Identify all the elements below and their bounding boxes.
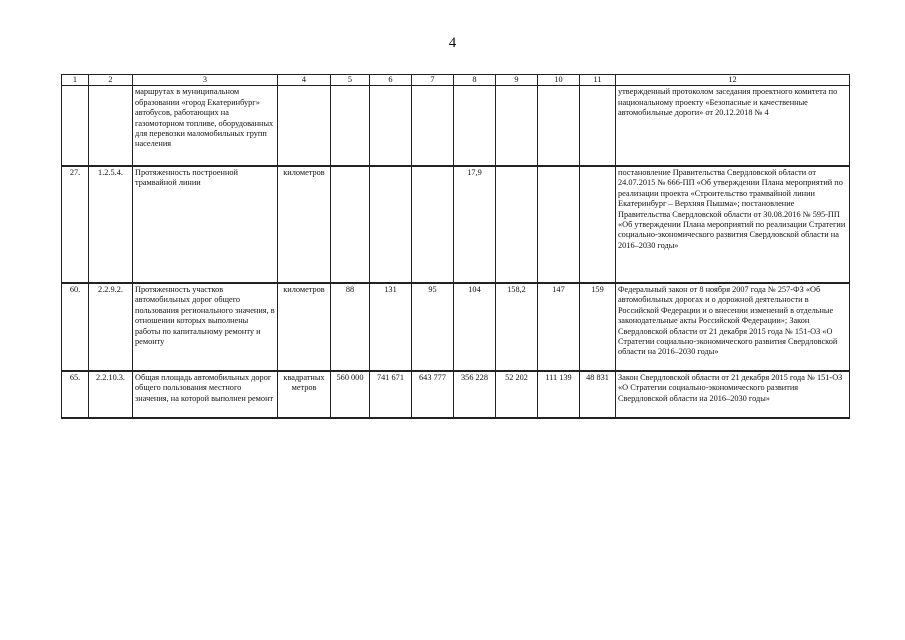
- row-number-cell: 27.: [62, 166, 89, 283]
- row-number-cell: 65.: [62, 371, 89, 418]
- table-body: [62, 86, 850, 418]
- column-number-5: 5: [331, 75, 370, 86]
- value-cell-col-10: [538, 166, 580, 283]
- unit-cell: километров: [278, 283, 331, 371]
- value-cell-col-9: 52 202: [496, 371, 538, 418]
- source-document-cell: постановление Правительства Свердловской области от 24.07.2015 № 666-ПП «Об утверждении Плана мероприятий по реализации проекта «Строительство трамвайной линии Екатеринбург – Верхняя Пышма»; постановление Правительства Свердловской области от 30.08.2016 № 595-ПП «Об утверждении Плана мероприятий по реализации Стратегии социально-экономического развития Свердловской области на 2016–2030 годы»: [616, 166, 850, 283]
- value-cell-col-8: 104: [454, 283, 496, 371]
- row-code-cell: 1.2.5.4.: [89, 166, 133, 283]
- value-cell-col-11: [580, 166, 616, 283]
- value-cell-col-11: 48 831: [580, 371, 616, 418]
- value-cell-col-10: [538, 86, 580, 166]
- value-cell-col-6: [370, 166, 412, 283]
- value-cell-col-5: [331, 166, 370, 283]
- column-number-10: 10: [538, 75, 580, 86]
- unit-cell: квадратных метров: [278, 371, 331, 418]
- value-cell-col-6: 131: [370, 283, 412, 371]
- value-cell-col-7: [412, 166, 454, 283]
- indicators-table: [61, 74, 850, 419]
- column-number-4: 4: [278, 75, 331, 86]
- row-number-cell: 60.: [62, 283, 89, 371]
- source-document-cell: Закон Свердловской области от 21 декабря 2015 года № 151-ОЗ «О Стратегии социально-экономического развития Свердловской области на 2016–2030 годы»: [616, 371, 850, 418]
- value-cell-col-9: [496, 86, 538, 166]
- page-number: 4: [448, 35, 457, 51]
- value-cell-col-7: 643 777: [412, 371, 454, 418]
- value-cell-col-8: 356 228: [454, 371, 496, 418]
- value-cell-col-11: [580, 86, 616, 166]
- value-cell-col-5: 560 000: [331, 371, 370, 418]
- value-cell-col-5: [331, 86, 370, 166]
- value-cell-col-8: [454, 86, 496, 166]
- value-cell-col-6: [370, 86, 412, 166]
- indicator-name-cell: Протяженность участков автомобильных дорог общего пользования регионального значения, в отношении которых выполнены работы по капитальному ремонту и ремонту: [133, 283, 278, 371]
- row-code-cell: 2.2.10.3.: [89, 371, 133, 418]
- value-cell-col-7: [412, 86, 454, 166]
- column-number-8: 8: [454, 75, 496, 86]
- value-cell-col-5: 88: [331, 283, 370, 371]
- source-document-cell: утвержденный протоколом заседания проектного комитета по национальному проекту «Безопасные и качественные автомобильные дороги» от 20.12.2018 № 4: [616, 86, 850, 166]
- column-number-2: 2: [89, 75, 133, 86]
- value-cell-col-7: 95: [412, 283, 454, 371]
- row-code-cell: [89, 86, 133, 166]
- table-row: [62, 166, 850, 283]
- unit-cell: километров: [278, 166, 331, 283]
- value-cell-col-10: 147: [538, 283, 580, 371]
- value-cell-col-6: 741 671: [370, 371, 412, 418]
- value-cell-col-8: 17,9: [454, 166, 496, 283]
- column-number-12: 12: [616, 75, 850, 86]
- value-cell-col-11: 159: [580, 283, 616, 371]
- indicator-name-cell: Протяженность построенной трамвайной линии: [133, 166, 278, 283]
- row-number-cell: [62, 86, 89, 166]
- table-row: [62, 371, 850, 418]
- unit-cell: [278, 86, 331, 166]
- indicator-name-cell: Общая площадь автомобильных дорог общего пользования местного значения, на которой выполнен ремонт: [133, 371, 278, 418]
- column-number-11: 11: [580, 75, 616, 86]
- column-number-9: 9: [496, 75, 538, 86]
- value-cell-col-9: [496, 166, 538, 283]
- source-document-cell: Федеральный закон от 8 ноября 2007 года № 257-ФЗ «Об автомобильных дорогах и о дорожной деятельности в Российской Федерации и о внесении изменений в отдельные законодательные акты Российской Федерации»; Закон Свердловской области от 21 декабря 2015 года № 151-ОЗ «О Стратегии социально-экономического развития Свердловской области на 2016–2030 годы»: [616, 283, 850, 371]
- column-number-row: [62, 75, 850, 86]
- column-number-7: 7: [412, 75, 454, 86]
- row-code-cell: 2.2.9.2.: [89, 283, 133, 371]
- table-row: [62, 86, 850, 166]
- value-cell-col-10: 111 139: [538, 371, 580, 418]
- value-cell-col-9: 158,2: [496, 283, 538, 371]
- table-header: [62, 75, 850, 86]
- table-row: [62, 283, 850, 371]
- column-number-3: 3: [133, 75, 278, 86]
- indicator-name-cell: маршрутах в муниципальном образовании «город Екатеринбург» автобусов, работающих на газомоторном топливе, оборудованных для перевозки маломобильных групп населения: [133, 86, 278, 166]
- column-number-6: 6: [370, 75, 412, 86]
- column-number-1: 1: [62, 75, 89, 86]
